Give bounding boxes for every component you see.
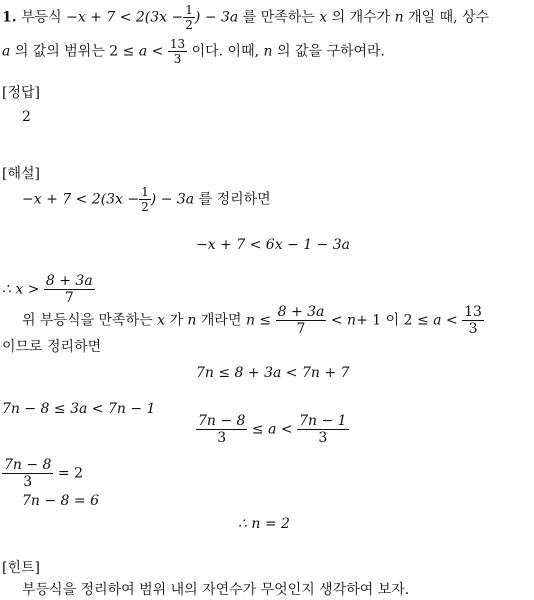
fraction-8-plus-3a-over-7: $\frac{8 + 3a}{7}$ xyxy=(45,273,93,306)
problem-text: 의 값을 구하여라. xyxy=(276,43,386,60)
fraction-one-half: $\frac{1}{2}$ xyxy=(141,185,149,214)
problem-inequality-tail: ) − 3a xyxy=(194,9,239,26)
answer-value: 2 xyxy=(22,109,31,125)
variable-n: n xyxy=(263,43,273,60)
variable-a: a xyxy=(2,43,11,60)
solution-step-6: 7n ≤ 8 + 3a < 7n + 7 xyxy=(196,365,350,381)
problem-line-1 xyxy=(2,4,489,31)
problem-text: 개일 때, 상수 xyxy=(408,9,490,26)
solution-step-1: −x + 7 < 2(3x − $\frac{1}{2}$ ) − 3a 를 정리하면 xyxy=(22,185,271,214)
fraction-one-half: $\frac{1}{2}$ xyxy=(185,3,193,32)
solution-label: [해설] xyxy=(2,166,40,182)
variable-a: a xyxy=(433,312,442,329)
variable-n: n xyxy=(245,312,255,329)
problem-line-2 xyxy=(2,38,385,65)
problem-text: 이다. 이때, xyxy=(191,43,260,60)
fraction-7n-minus-1-over-3: $\frac{7n - 1}{3}$ xyxy=(299,413,347,446)
variable-x: x xyxy=(319,9,328,26)
fraction-thirteen-thirds: $\frac{13}{3}$ xyxy=(464,304,482,337)
variable-x: x xyxy=(157,312,165,329)
variable-n: n xyxy=(187,312,197,329)
answer-label: [정답] xyxy=(2,85,40,101)
solution-step-7: 7n − 8 ≤ 3a < 7n − 1 xyxy=(2,401,156,417)
variable-a: a xyxy=(138,43,148,60)
variable-n: n xyxy=(347,312,357,329)
problem-text: 의 값의 범위는 2 ≤ xyxy=(14,43,135,60)
fraction-7n-minus-8-over-3: $\frac{7n - 8}{3}$ xyxy=(198,413,246,446)
problem-text: 의 개수가 xyxy=(331,9,391,26)
solution-step-3: ∴ x > $\frac{8 + 3a}{7}$ xyxy=(2,273,93,306)
fraction-7n-minus-8-over-3: $\frac{7n - 8}{3}$ xyxy=(4,457,52,490)
solution-step-9: $\frac{7n - 8}{3}$ = 2 xyxy=(4,457,84,490)
fraction-8-plus-3a-over-7: $\frac{8 + 3a}{7}$ xyxy=(277,304,325,337)
solution-step-10: 7n − 8 = 6 xyxy=(22,493,99,509)
solution-step-2: −x + 7 < 6x − 1 − 3a xyxy=(196,237,351,253)
problem-number: 1. xyxy=(2,9,17,26)
fraction-thirteen-thirds: $\frac{13}{3}$ xyxy=(169,37,186,66)
solution-step-5: 이므로 정리하면 xyxy=(2,339,102,355)
problem-inequality: −x + 7 < 2(3x − xyxy=(66,9,184,26)
problem-text: 부등식 xyxy=(21,9,62,26)
hint-label: [힌트] xyxy=(2,560,40,576)
hint-text: 부등식을 정리하여 범위 내의 자연수가 무엇인지 생각하여 보자. xyxy=(22,582,410,598)
problem-text: < xyxy=(151,43,164,60)
solution-step-4: 위 부등식을 만족하는 x 가 n 개라면 n ≤ $\frac{8 + 3a}{7}$ < n+ 1 이 2 ≤ a < $\frac{13}{3}$ xyxy=(22,304,482,337)
problem-text: 를 만족하는 xyxy=(242,9,315,26)
solution-final: ∴ n = 2 xyxy=(238,516,290,532)
variable-n: n xyxy=(394,9,404,26)
solution-step-8: $\frac{7n - 8}{3}$ ≤ a < $\frac{7n - 1}{3}$ xyxy=(198,413,347,446)
